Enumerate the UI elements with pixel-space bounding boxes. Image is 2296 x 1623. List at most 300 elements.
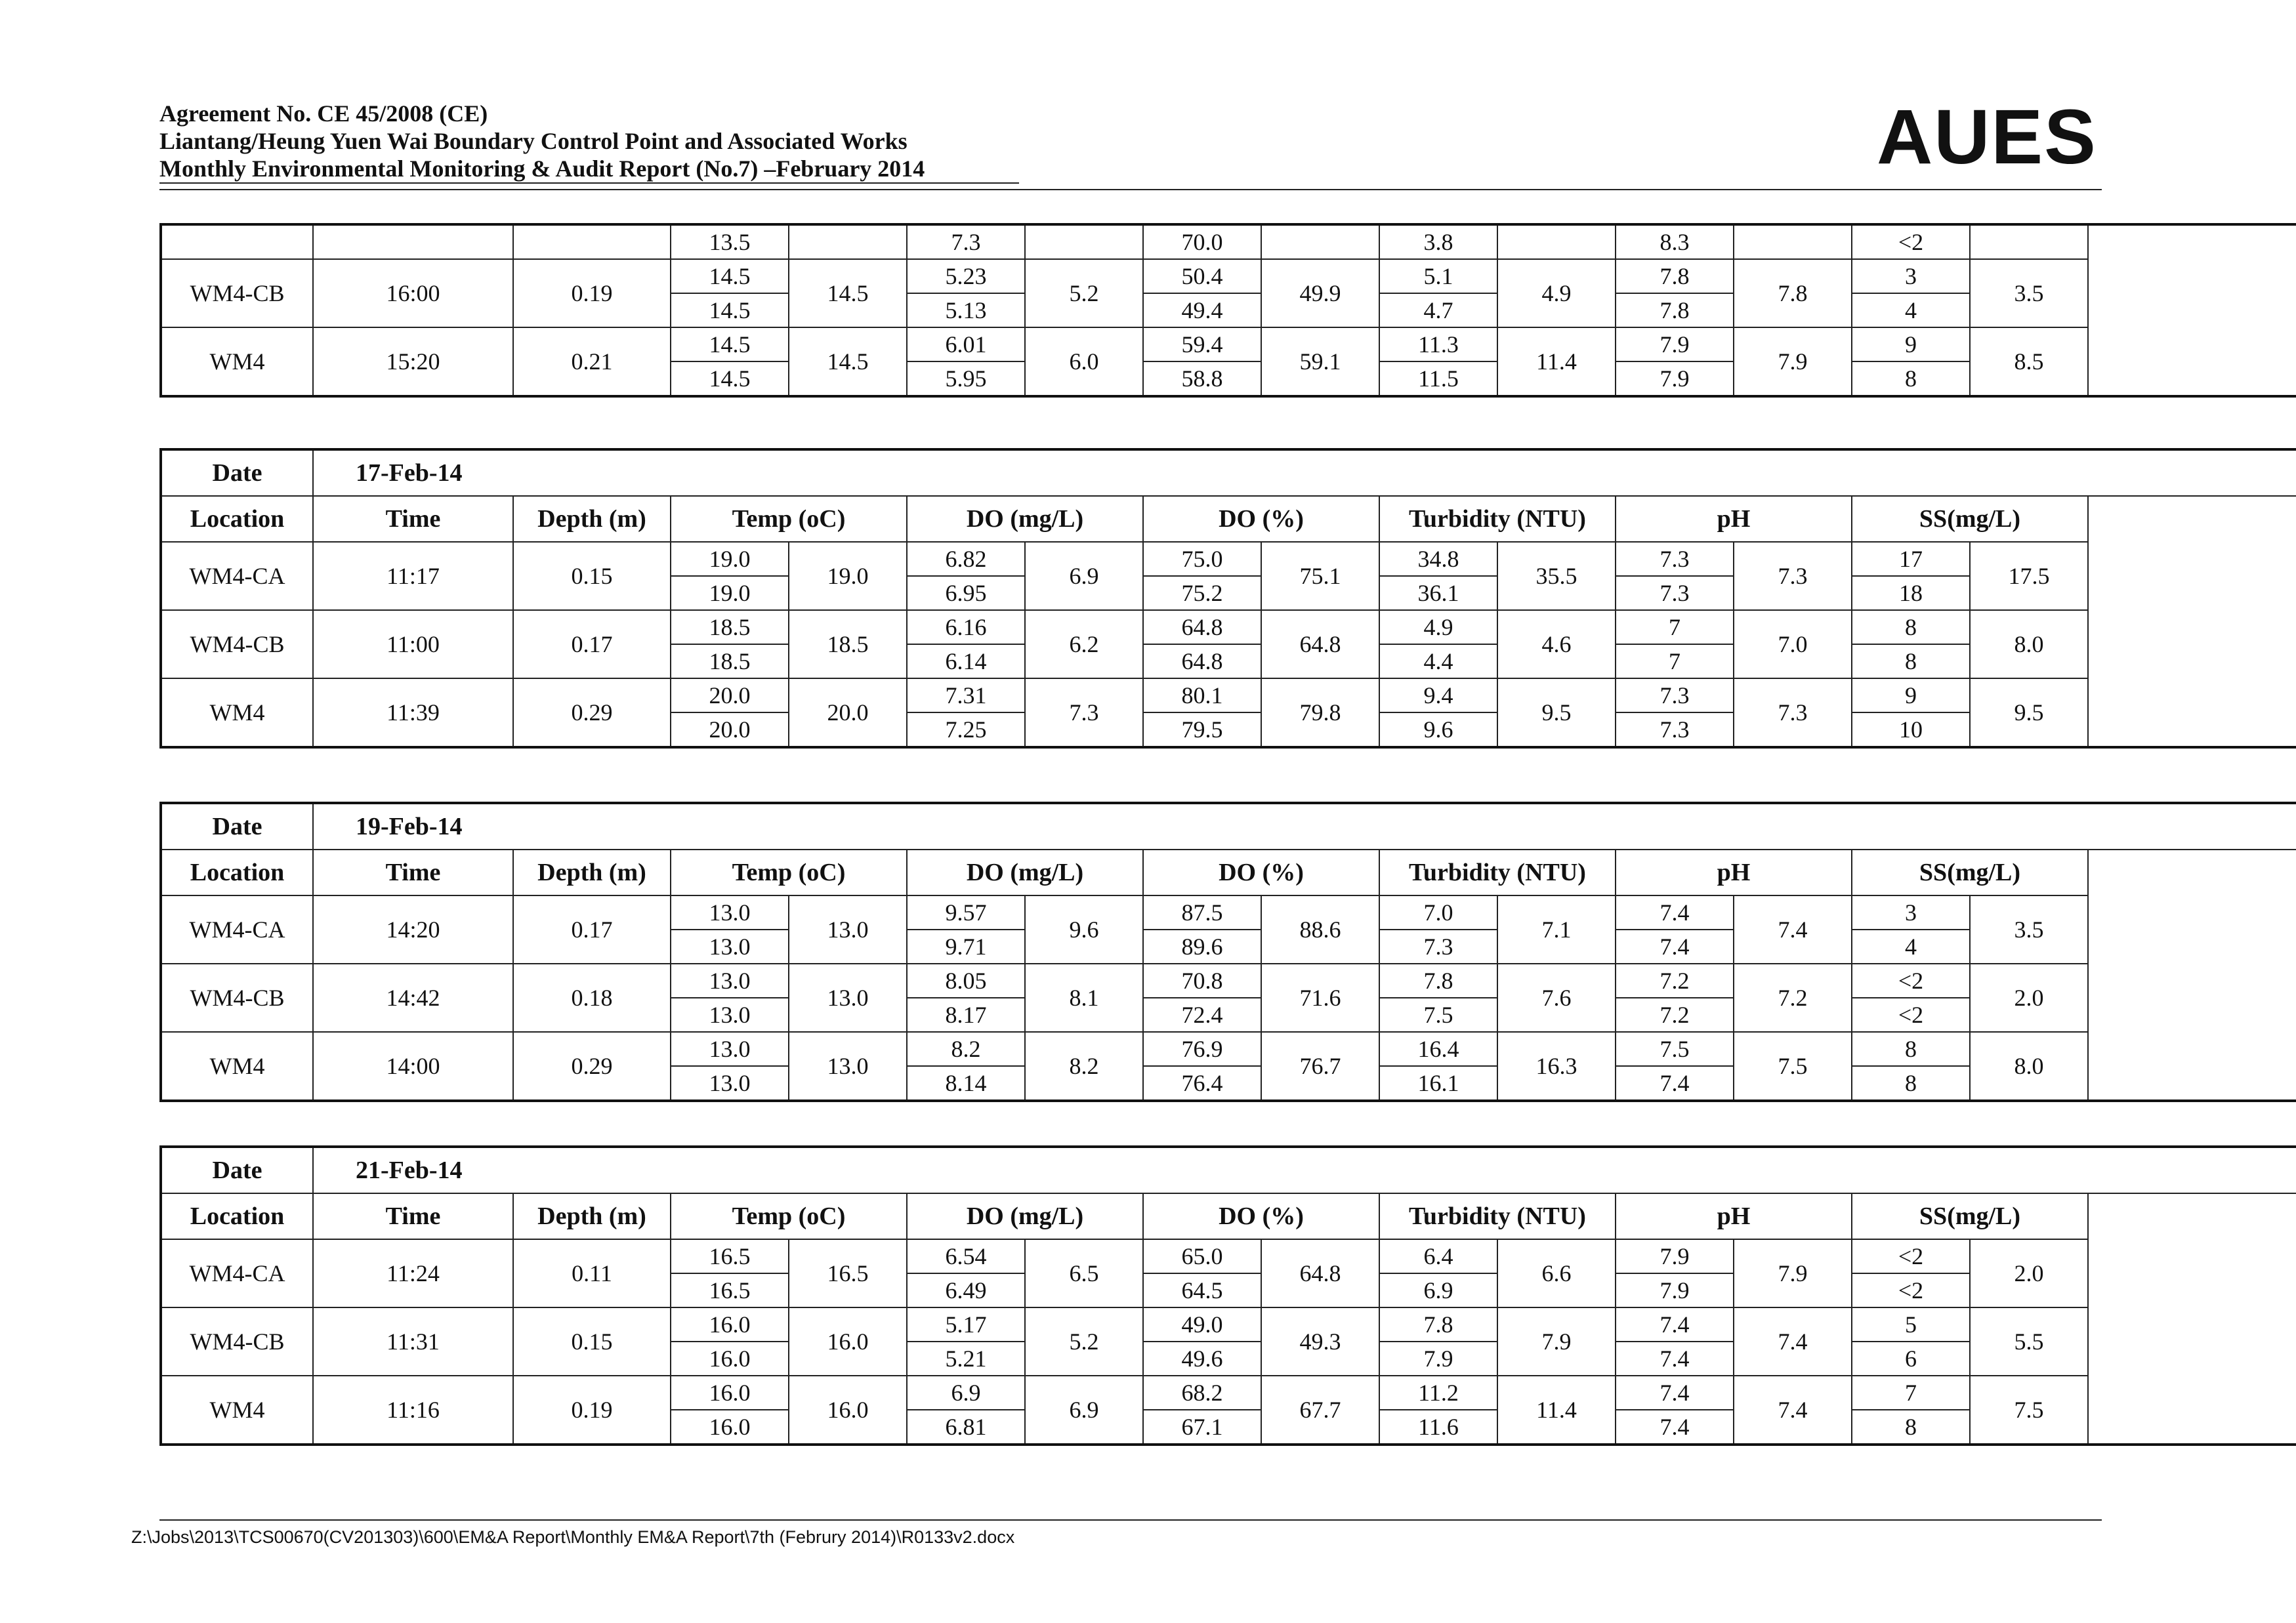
ph-average: 7.5: [1734, 1032, 1852, 1101]
location-cell: WM4-CA: [161, 542, 313, 610]
do-pct-reading: 70.8: [1143, 964, 1261, 998]
do-mgl-average: 6.2: [1025, 610, 1143, 678]
footer-rule: [159, 1519, 2102, 1521]
ss-reading: 3: [1852, 895, 1970, 930]
temp-average: [789, 224, 907, 259]
location-cell: WM4-CB: [161, 1307, 313, 1376]
ph-average: 7.4: [1734, 1307, 1852, 1376]
date-value: 21-Feb-14: [313, 1147, 2296, 1193]
location-cell: WM4-CB: [161, 259, 313, 327]
do-pct-average: 79.8: [1261, 678, 1379, 747]
time-cell: 14:00: [313, 1032, 513, 1101]
ph-average: 7.9: [1734, 1239, 1852, 1307]
turbidity-reading: 4.9: [1379, 610, 1497, 644]
time-cell: 11:39: [313, 678, 513, 747]
do-pct-average: 64.8: [1261, 610, 1379, 678]
turbidity-average: [1497, 224, 1616, 259]
measurement-table: [159, 802, 2296, 1102]
ss-average: 3.5: [1970, 259, 2088, 327]
ss-reading: 3: [1852, 259, 1970, 293]
project-title: Liantang/Heung Yuen Wai Boundary Control Point and Associated Works: [159, 128, 908, 154]
do-mgl-reading: 5.23: [907, 259, 1025, 293]
turbidity-reading: 9.4: [1379, 678, 1497, 712]
ph-reading: 7.4: [1616, 1376, 1734, 1410]
temp-reading: 13.0: [671, 964, 789, 998]
do-mgl-average: 7.3: [1025, 678, 1143, 747]
turbidity-header: Turbidity (NTU): [1379, 496, 1616, 542]
ph-reading: 7.2: [1616, 964, 1734, 998]
table-row: [161, 1239, 2296, 1273]
do-mgl-reading: 6.81: [907, 1410, 1025, 1445]
do-mgl-reading: 5.21: [907, 1342, 1025, 1376]
temp-reading: 13.0: [671, 930, 789, 964]
turbidity-reading: 11.3: [1379, 327, 1497, 361]
temp-header: Temp (oC): [671, 1193, 907, 1239]
do-pct-average: 71.6: [1261, 964, 1379, 1032]
turbidity-reading: 7.8: [1379, 964, 1497, 998]
temp-reading: 18.5: [671, 610, 789, 644]
column-header-row: [161, 850, 2296, 895]
do-mgl-reading: 7.25: [907, 712, 1025, 747]
depth-cell: 0.17: [513, 610, 671, 678]
ss-reading: <2: [1852, 1239, 1970, 1273]
do-pct-reading: 87.5: [1143, 895, 1261, 930]
temp-average: 19.0: [789, 542, 907, 610]
turbidity-reading: 3.8: [1379, 224, 1497, 259]
temp-average: 13.0: [789, 895, 907, 964]
time-cell: 11:17: [313, 542, 513, 610]
ss-reading: 8: [1852, 361, 1970, 396]
turbidity-reading: 7.3: [1379, 930, 1497, 964]
do-mgl-average: 6.0: [1025, 327, 1143, 396]
date-value: 17-Feb-14: [313, 449, 2296, 496]
turbidity-average: 7.6: [1497, 964, 1616, 1032]
do-mgl-header: DO (mg/L): [907, 850, 1143, 895]
ph-reading: 7.9: [1616, 1273, 1734, 1307]
location-cell: WM4-CB: [161, 610, 313, 678]
do-mgl-reading: 8.05: [907, 964, 1025, 998]
depth-cell: 0.15: [513, 542, 671, 610]
ss-average: [1970, 224, 2088, 259]
do-mgl-average: 9.6: [1025, 895, 1143, 964]
ss-reading: <2: [1852, 224, 1970, 259]
do-mgl-reading: 8.17: [907, 998, 1025, 1032]
ss-reading: 4: [1852, 930, 1970, 964]
location-header: Location: [161, 850, 313, 895]
do-pct-reading: 72.4: [1143, 998, 1261, 1032]
ph-reading: 7: [1616, 610, 1734, 644]
turbidity-reading: 11.6: [1379, 1410, 1497, 1445]
location-cell: WM4: [161, 1376, 313, 1445]
temp-reading: 18.5: [671, 644, 789, 678]
date-value: 19-Feb-14: [313, 803, 2296, 850]
date-row: [161, 449, 2296, 496]
turbidity-reading: 34.8: [1379, 542, 1497, 576]
turbidity-average: 11.4: [1497, 1376, 1616, 1445]
turbidity-average: 7.9: [1497, 1307, 1616, 1376]
do-mgl-average: 6.5: [1025, 1239, 1143, 1307]
temp-average: 16.0: [789, 1376, 907, 1445]
temp-reading: 16.0: [671, 1410, 789, 1445]
ph-reading: 7.4: [1616, 930, 1734, 964]
ph-header: pH: [1616, 1193, 1852, 1239]
table-row: [161, 610, 2296, 644]
do-pct-reading: 76.9: [1143, 1032, 1261, 1066]
ss-average: 17.5: [1970, 542, 2088, 610]
turbidity-reading: 16.4: [1379, 1032, 1497, 1066]
turbidity-reading: 6.9: [1379, 1273, 1497, 1307]
turbidity-reading: 11.5: [1379, 361, 1497, 396]
ph-header: pH: [1616, 496, 1852, 542]
do-pct-reading: 80.1: [1143, 678, 1261, 712]
do-mgl-average: 5.2: [1025, 1307, 1143, 1376]
ss-average: 8.0: [1970, 1032, 2088, 1101]
do-pct-reading: 64.5: [1143, 1273, 1261, 1307]
do-pct-header: DO (%): [1143, 1193, 1379, 1239]
temp-header: Temp (oC): [671, 850, 907, 895]
do-pct-reading: 65.0: [1143, 1239, 1261, 1273]
ph-reading: 7.9: [1616, 361, 1734, 396]
do-mgl-reading: 5.17: [907, 1307, 1025, 1342]
temp-average: 18.5: [789, 610, 907, 678]
temp-reading: 19.0: [671, 576, 789, 610]
temp-reading: 16.0: [671, 1307, 789, 1342]
temp-reading: 13.5: [671, 224, 789, 259]
turbidity-average: 35.5: [1497, 542, 1616, 610]
ss-reading: 5: [1852, 1307, 1970, 1342]
column-header-row: [161, 496, 2296, 542]
do-pct-header: DO (%): [1143, 496, 1379, 542]
ss-average: 2.0: [1970, 964, 2088, 1032]
ss-reading: 8: [1852, 610, 1970, 644]
temp-average: 16.5: [789, 1239, 907, 1307]
turbidity-average: 16.3: [1497, 1032, 1616, 1101]
ph-average: 7.3: [1734, 542, 1852, 610]
ss-reading: 8: [1852, 1032, 1970, 1066]
do-mgl-reading: 6.14: [907, 644, 1025, 678]
ss-reading: 8: [1852, 1066, 1970, 1101]
do-pct-reading: 58.8: [1143, 361, 1261, 396]
ss-header: SS(mg/L): [1852, 496, 2088, 542]
turbidity-reading: 11.2: [1379, 1376, 1497, 1410]
ss-reading: 8: [1852, 644, 1970, 678]
turbidity-reading: 7.8: [1379, 1307, 1497, 1342]
ph-reading: 7: [1616, 644, 1734, 678]
ss-reading: 8: [1852, 1410, 1970, 1445]
ph-reading: 7.3: [1616, 576, 1734, 610]
do-mgl-reading: 5.13: [907, 293, 1025, 327]
date-label: Date: [161, 1147, 313, 1193]
turbidity-reading: 4.7: [1379, 293, 1497, 327]
do-pct-average: 76.7: [1261, 1032, 1379, 1101]
ph-reading: 7.9: [1616, 327, 1734, 361]
ss-average: 8.5: [1970, 327, 2088, 396]
temp-reading: 16.0: [671, 1342, 789, 1376]
ph-reading: 7.4: [1616, 1410, 1734, 1445]
ph-reading: 7.5: [1616, 1032, 1734, 1066]
ph-reading: 7.8: [1616, 293, 1734, 327]
turbidity-reading: 5.1: [1379, 259, 1497, 293]
do-mgl-average: 8.1: [1025, 964, 1143, 1032]
time-cell: 14:20: [313, 895, 513, 964]
ph-reading: 8.3: [1616, 224, 1734, 259]
do-mgl-reading: 6.82: [907, 542, 1025, 576]
ph-reading: 7.9: [1616, 1239, 1734, 1273]
turbidity-reading: 9.6: [1379, 712, 1497, 747]
date-label: Date: [161, 803, 313, 850]
do-pct-average: 64.8: [1261, 1239, 1379, 1307]
temp-reading: 16.5: [671, 1239, 789, 1273]
time-cell: 16:00: [313, 259, 513, 327]
depth-cell: 0.18: [513, 964, 671, 1032]
ph-reading: 7.4: [1616, 1066, 1734, 1101]
location-header: Location: [161, 496, 313, 542]
do-pct-reading: 49.4: [1143, 293, 1261, 327]
time-header: Time: [313, 850, 513, 895]
temp-reading: 13.0: [671, 1066, 789, 1101]
time-cell: 14:42: [313, 964, 513, 1032]
do-pct-reading: 64.8: [1143, 644, 1261, 678]
location-cell: WM4-CA: [161, 895, 313, 964]
measurement-table: [159, 223, 2296, 398]
depth-cell: 0.29: [513, 1032, 671, 1101]
time-cell: 11:24: [313, 1239, 513, 1307]
turbidity-header: Turbidity (NTU): [1379, 850, 1616, 895]
header-rule: [159, 189, 2102, 190]
column-header-row: [161, 1193, 2296, 1239]
temp-reading: 16.5: [671, 1273, 789, 1307]
table-row: [161, 259, 2296, 293]
turbidity-average: 11.4: [1497, 327, 1616, 396]
turbidity-reading: 4.4: [1379, 644, 1497, 678]
ss-average: 3.5: [1970, 895, 2088, 964]
ss-header: SS(mg/L): [1852, 1193, 2088, 1239]
do-pct-reading: 49.0: [1143, 1307, 1261, 1342]
temp-reading: 14.5: [671, 259, 789, 293]
depth-header: Depth (m): [513, 1193, 671, 1239]
do-mgl-average: 6.9: [1025, 1376, 1143, 1445]
measurement-table: [159, 1145, 2296, 1446]
table-row: [161, 1032, 2296, 1066]
time-cell: 11:00: [313, 610, 513, 678]
location-cell: WM4: [161, 1032, 313, 1101]
time-cell: 15:20: [313, 327, 513, 396]
do-pct-reading: 70.0: [1143, 224, 1261, 259]
ss-reading: <2: [1852, 964, 1970, 998]
turbidity-reading: 7.5: [1379, 998, 1497, 1032]
time-cell: 11:31: [313, 1307, 513, 1376]
do-pct-reading: 79.5: [1143, 712, 1261, 747]
temp-reading: 14.5: [671, 327, 789, 361]
do-pct-average: 67.7: [1261, 1376, 1379, 1445]
ss-average: 8.0: [1970, 610, 2088, 678]
do-pct-reading: 59.4: [1143, 327, 1261, 361]
depth-cell: 0.17: [513, 895, 671, 964]
turbidity-reading: 7.0: [1379, 895, 1497, 930]
temp-reading: 13.0: [671, 998, 789, 1032]
location-cell: [161, 224, 313, 259]
report-title: Monthly Environmental Monitoring & Audit Report (No.7) –February 2014: [159, 155, 1019, 184]
depth-cell: 0.29: [513, 678, 671, 747]
date-label: Date: [161, 449, 313, 496]
ph-average: 7.4: [1734, 895, 1852, 964]
ss-average: 2.0: [1970, 1239, 2088, 1307]
ss-average: 7.5: [1970, 1376, 2088, 1445]
depth-header: Depth (m): [513, 496, 671, 542]
temp-reading: 13.0: [671, 895, 789, 930]
location-cell: WM4: [161, 678, 313, 747]
table-row: [161, 224, 2296, 259]
depth-header: Depth (m): [513, 850, 671, 895]
do-pct-reading: 49.6: [1143, 1342, 1261, 1376]
do-pct-average: 49.9: [1261, 259, 1379, 327]
do-pct-reading: 89.6: [1143, 930, 1261, 964]
do-pct-reading: 64.8: [1143, 610, 1261, 644]
do-mgl-header: DO (mg/L): [907, 1193, 1143, 1239]
do-mgl-average: 5.2: [1025, 259, 1143, 327]
temp-header: Temp (oC): [671, 496, 907, 542]
depth-cell: 0.15: [513, 1307, 671, 1376]
ph-average: 7.3: [1734, 678, 1852, 747]
agreement-number: Agreement No. CE 45/2008 (CE): [159, 100, 488, 127]
do-pct-reading: 75.2: [1143, 576, 1261, 610]
location-header: Location: [161, 1193, 313, 1239]
aues-logo: AUES: [1877, 94, 2097, 180]
ss-average: 5.5: [1970, 1307, 2088, 1376]
ss-average: 9.5: [1970, 678, 2088, 747]
temp-average: 16.0: [789, 1307, 907, 1376]
ph-reading: 7.4: [1616, 1342, 1734, 1376]
do-pct-average: 49.3: [1261, 1307, 1379, 1376]
ss-reading: 7: [1852, 1376, 1970, 1410]
location-cell: WM4-CA: [161, 1239, 313, 1307]
do-mgl-reading: 5.95: [907, 361, 1025, 396]
turbidity-reading: 7.9: [1379, 1342, 1497, 1376]
ph-average: 7.4: [1734, 1376, 1852, 1445]
ph-average: 7.8: [1734, 259, 1852, 327]
temp-reading: 20.0: [671, 678, 789, 712]
ss-reading: 9: [1852, 327, 1970, 361]
ph-reading: 7.3: [1616, 542, 1734, 576]
do-mgl-reading: 6.49: [907, 1273, 1025, 1307]
do-pct-header: DO (%): [1143, 850, 1379, 895]
do-mgl-header: DO (mg/L): [907, 496, 1143, 542]
do-mgl-reading: 9.71: [907, 930, 1025, 964]
do-mgl-reading: 7.31: [907, 678, 1025, 712]
temp-average: 14.5: [789, 327, 907, 396]
do-mgl-reading: 8.2: [907, 1032, 1025, 1066]
table-row: [161, 1307, 2296, 1342]
table-row: [161, 964, 2296, 998]
ph-reading: 7.3: [1616, 678, 1734, 712]
turbidity-average: 7.1: [1497, 895, 1616, 964]
report-header: [159, 100, 1019, 184]
temp-average: 14.5: [789, 259, 907, 327]
date-row: [161, 803, 2296, 850]
ss-reading: 18: [1852, 576, 1970, 610]
table-row: [161, 678, 2296, 712]
ph-reading: 7.4: [1616, 895, 1734, 930]
do-pct-average: [1261, 224, 1379, 259]
ph-average: 7.2: [1734, 964, 1852, 1032]
ss-reading: <2: [1852, 998, 1970, 1032]
turbidity-reading: 6.4: [1379, 1239, 1497, 1273]
do-mgl-average: 8.2: [1025, 1032, 1143, 1101]
depth-cell: 0.19: [513, 259, 671, 327]
ss-reading: 6: [1852, 1342, 1970, 1376]
temp-reading: 13.0: [671, 1032, 789, 1066]
do-mgl-reading: 6.54: [907, 1239, 1025, 1273]
do-mgl-reading: 6.9: [907, 1376, 1025, 1410]
do-mgl-reading: 6.01: [907, 327, 1025, 361]
depth-cell: 0.19: [513, 1376, 671, 1445]
do-pct-average: 75.1: [1261, 542, 1379, 610]
table-row: [161, 542, 2296, 576]
turbidity-average: 9.5: [1497, 678, 1616, 747]
do-mgl-reading: 9.57: [907, 895, 1025, 930]
do-pct-reading: 76.4: [1143, 1066, 1261, 1101]
temp-average: 13.0: [789, 1032, 907, 1101]
time-header: Time: [313, 1193, 513, 1239]
do-pct-reading: 68.2: [1143, 1376, 1261, 1410]
do-pct-average: 88.6: [1261, 895, 1379, 964]
do-mgl-reading: 8.14: [907, 1066, 1025, 1101]
file-path-footer: Z:\Jobs\2013\TCS00670(CV201303)\600\EM&A Report\Monthly EM&A Report\7th (Februry 2014)\R0133v2.docx: [131, 1527, 1015, 1547]
do-pct-average: 59.1: [1261, 327, 1379, 396]
temp-reading: 19.0: [671, 542, 789, 576]
date-row: [161, 1147, 2296, 1193]
turbidity-header: Turbidity (NTU): [1379, 1193, 1616, 1239]
ss-reading: 17: [1852, 542, 1970, 576]
turbidity-average: 4.9: [1497, 259, 1616, 327]
time-cell: 11:16: [313, 1376, 513, 1445]
depth-cell: 0.11: [513, 1239, 671, 1307]
time-header: Time: [313, 496, 513, 542]
do-mgl-reading: 7.3: [907, 224, 1025, 259]
temp-reading: 14.5: [671, 361, 789, 396]
time-cell: [313, 224, 513, 259]
do-mgl-average: [1025, 224, 1143, 259]
ss-header: SS(mg/L): [1852, 850, 2088, 895]
do-mgl-reading: 6.16: [907, 610, 1025, 644]
do-pct-reading: 50.4: [1143, 259, 1261, 293]
do-pct-reading: 67.1: [1143, 1410, 1261, 1445]
ss-reading: 4: [1852, 293, 1970, 327]
temp-reading: 16.0: [671, 1376, 789, 1410]
do-pct-reading: 75.0: [1143, 542, 1261, 576]
ph-reading: 7.4: [1616, 1307, 1734, 1342]
depth-cell: [513, 224, 671, 259]
ph-header: pH: [1616, 850, 1852, 895]
location-cell: WM4: [161, 327, 313, 396]
temp-reading: 20.0: [671, 712, 789, 747]
ph-average: [1734, 224, 1852, 259]
turbidity-reading: 36.1: [1379, 576, 1497, 610]
measurement-table: [159, 448, 2296, 749]
table-row: [161, 1376, 2296, 1410]
turbidity-average: 6.6: [1497, 1239, 1616, 1307]
do-mgl-average: 6.9: [1025, 542, 1143, 610]
ss-reading: <2: [1852, 1273, 1970, 1307]
turbidity-average: 4.6: [1497, 610, 1616, 678]
temp-average: 13.0: [789, 964, 907, 1032]
depth-cell: 0.21: [513, 327, 671, 396]
ph-average: 7.9: [1734, 327, 1852, 396]
location-cell: WM4-CB: [161, 964, 313, 1032]
ph-reading: 7.2: [1616, 998, 1734, 1032]
turbidity-reading: 16.1: [1379, 1066, 1497, 1101]
ss-reading: 10: [1852, 712, 1970, 747]
